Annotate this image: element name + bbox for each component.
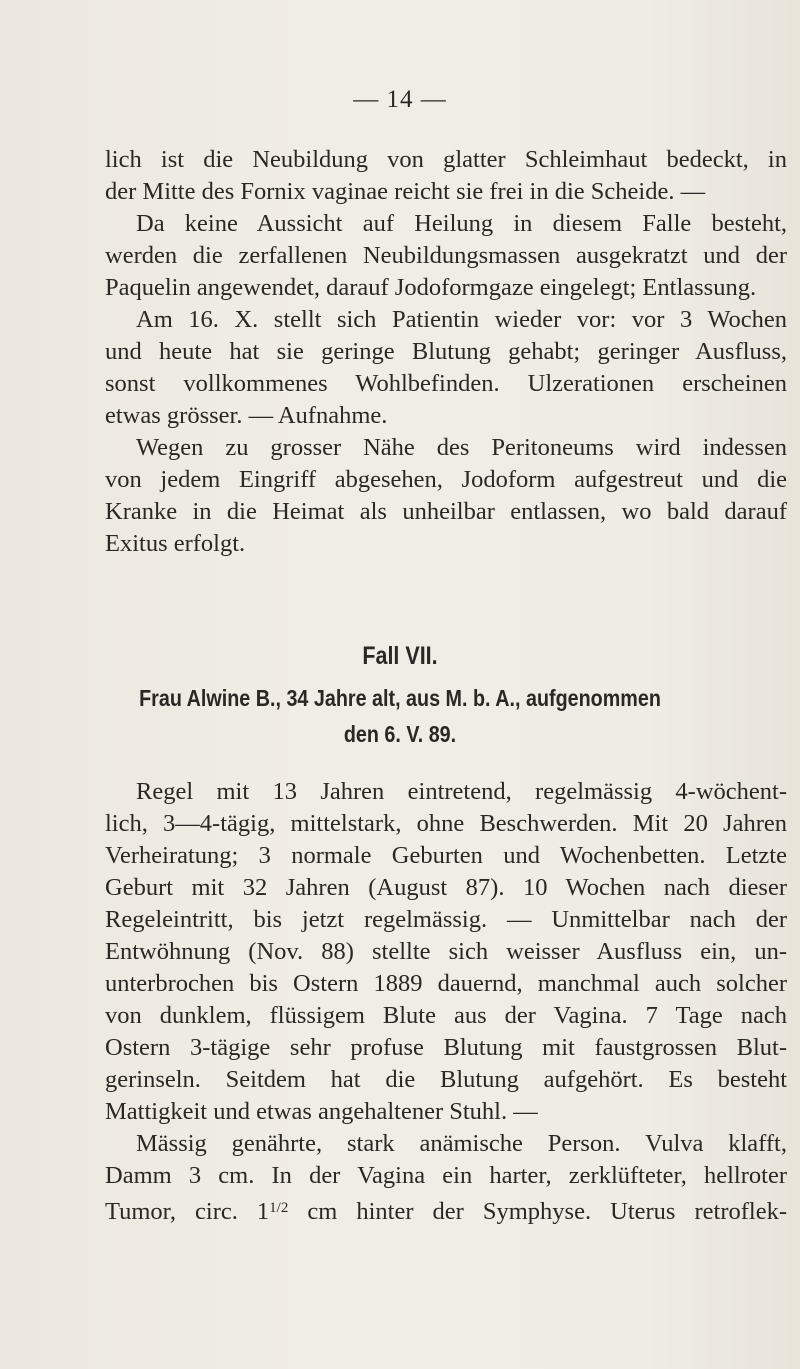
text-line: Regel mit 13 Jahren eintretend, regelmässig 4-wöchent- bbox=[136, 778, 787, 805]
text-line: der Mitte des Fornix vaginae reicht sie frei in die Scheide. — bbox=[105, 178, 706, 205]
case-title: Frau Alwine B., 34 Jahre alt, aus M. b. A., aufgenommen bbox=[139, 685, 661, 711]
text-line: Mässig genährte, stark anämische Person. Vulva klafft, bbox=[136, 1130, 787, 1157]
text-line: Wegen zu grosser Nähe des Peritoneums wird indessen bbox=[136, 434, 787, 461]
text-line: Exitus erfolgt. bbox=[105, 530, 246, 557]
text-segment: cm hinter der Symphyse. Uterus retroflek- bbox=[307, 1198, 787, 1225]
text-line: Da keine Aussicht auf Heilung in diesem Falle besteht, bbox=[136, 210, 787, 237]
text-line: etwas grösser. — Aufnahme. bbox=[105, 402, 388, 429]
text-line: sonst vollkommenes Wohlbefinden. Ulzerationen erscheinen bbox=[105, 370, 787, 397]
text-line-fraction bbox=[105, 1192, 787, 1228]
case-heading: Fall VII. bbox=[362, 642, 438, 670]
text-line: Kranke in die Heimat als unheilbar entlassen, wo bald darauf bbox=[105, 498, 787, 525]
fraction-half: 1/2 bbox=[269, 1200, 289, 1216]
page-number: — 14 — bbox=[353, 86, 447, 113]
text-line: Entwöhnung (Nov. 88) stellte sich weisser Ausfluss ein, un- bbox=[105, 938, 787, 965]
text-line: Geburt mit 32 Jahren (August 87). 10 Wochen nach dieser bbox=[105, 874, 787, 901]
text-line: Damm 3 cm. In der Vagina ein harter, zerklüfteter, hellroter bbox=[105, 1162, 787, 1189]
text-line: Ostern 3-tägige sehr profuse Blutung mit faustgrossen Blut- bbox=[105, 1034, 787, 1061]
text-line: Verheiratung; 3 normale Geburten und Wochenbetten. Letzte bbox=[105, 842, 787, 869]
text-segment: Tumor, circ. 1 bbox=[105, 1198, 270, 1225]
text-line: werden die zerfallenen Neubildungsmassen ausgekratzt und der bbox=[105, 242, 787, 269]
text-line: Am 16. X. stellt sich Patientin wieder vor: vor 3 Wochen bbox=[136, 306, 787, 333]
text-line: lich, 3—4-tägig, mittelstark, ohne Beschwerden. Mit 20 Jahren bbox=[105, 810, 787, 837]
text-line: Paquelin angewendet, darauf Jodoformgaze eingelegt; Entlassung. bbox=[105, 274, 757, 301]
text-line: unterbrochen bis Ostern 1889 dauernd, manchmal auch solcher bbox=[105, 970, 787, 997]
text-line: von jedem Eingriff abgesehen, Jodoform aufgestreut und die bbox=[105, 466, 787, 493]
text-line: Mattigkeit und etwas angehaltener Stuhl. — bbox=[105, 1098, 538, 1125]
text-line: lich ist die Neubildung von glatter Schleimhaut bedeckt, in bbox=[105, 146, 787, 173]
text-line: gerinseln. Seitdem hat die Blutung aufgehört. Es besteht bbox=[105, 1066, 787, 1093]
text-line: Regeleintritt, bis jetzt regelmässig. — Unmittelbar nach der bbox=[105, 906, 787, 933]
text-line: und heute hat sie geringe Blutung gehabt; geringer Ausfluss, bbox=[105, 338, 787, 365]
case-title-date: den 6. V. 89. bbox=[343, 721, 457, 747]
text-line: von dunklem, flüssigem Blute aus der Vagina. 7 Tage nach bbox=[105, 1002, 787, 1029]
